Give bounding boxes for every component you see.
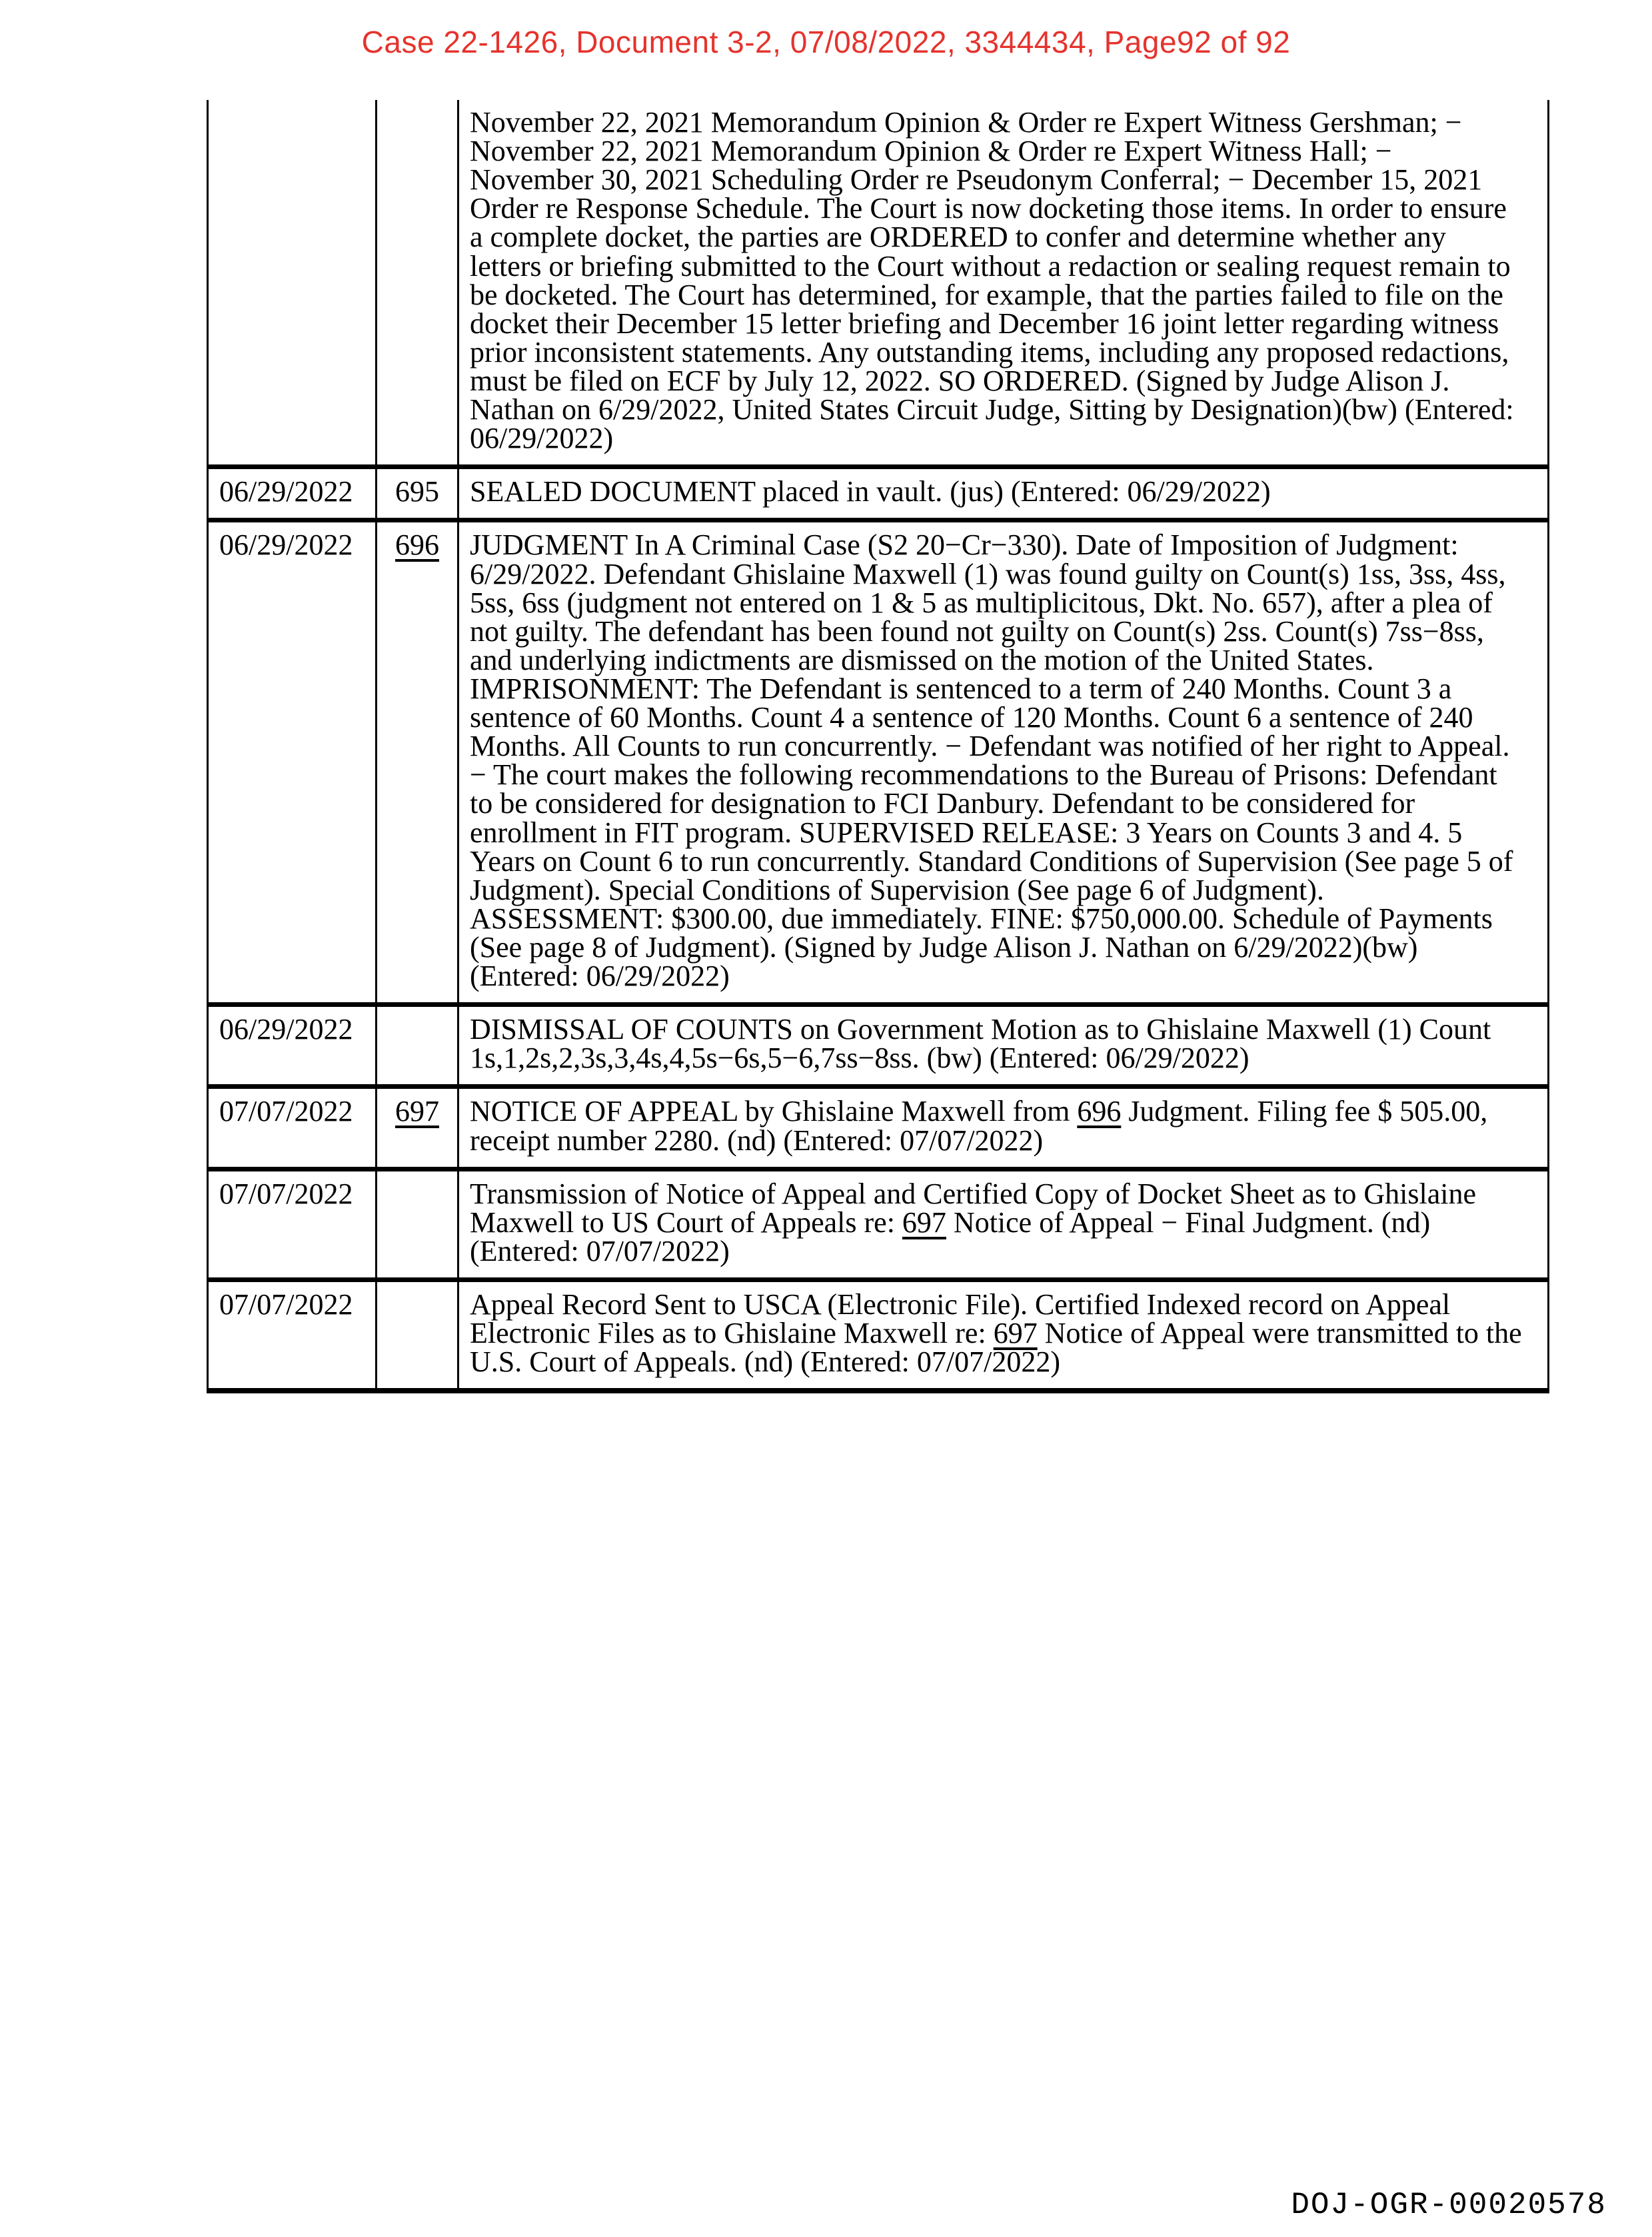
docket-entry-text-cell xyxy=(458,520,1549,1005)
docket-entry-text: Notice of Appeal − Final Judgment. (nd) (Entered: 07/07/2022) xyxy=(470,1205,1431,1267)
docket-number-cell xyxy=(377,1005,458,1087)
bates-number: DOJ-OGR-00020578 xyxy=(1291,2188,1607,2222)
docket-table-body xyxy=(208,100,1549,1391)
docket-table xyxy=(207,100,1549,1393)
docket-date-cell: 06/29/2022 xyxy=(208,1005,377,1087)
docket-entry-text: DISMISSAL OF COUNTS on Government Motion as to Ghislaine Maxwell (1) Count 1s,1,2s,2,3s,3,4s,4,5s−6s,5−6,7ss−8ss. (bw) (Entered: 06/29/2022) xyxy=(470,1013,1491,1075)
docket-date-cell: 07/07/2022 xyxy=(208,1169,377,1279)
docket-number-cell xyxy=(377,467,458,520)
doc-number-link: 697 xyxy=(395,1095,439,1128)
doc-number-link: 697 xyxy=(902,1205,946,1239)
docket-entry-text-cell xyxy=(458,1279,1549,1391)
docket-date-cell: 07/07/2022 xyxy=(208,1279,377,1391)
docket-number-cell xyxy=(377,1279,458,1391)
docket-date-cell: 06/29/2022 xyxy=(208,467,377,520)
docket-entry-text-cell xyxy=(458,100,1549,467)
docket-entry-text: NOTICE OF APPEAL by Ghislaine Maxwell from xyxy=(470,1095,1078,1128)
case-stamp: Case 22-1426, Document 3-2, 07/08/2022, 3344434, Page92 of 92 xyxy=(361,25,1291,59)
docket-row xyxy=(208,100,1549,467)
docket-entry-text: Judgment. Filing fee $ 505.00, receipt number 2280. (nd) (Entered: 07/07/2022) xyxy=(470,1095,1488,1157)
docket-date-cell: 07/07/2022 xyxy=(208,1087,377,1169)
docket-entry-text: November 22, 2021 Memorandum Opinion & Order re Expert Witness Gershman; − November 22, 2021 Memorandum Opinion & Order re Expert Witness Hall; − November 30, 2021 Scheduling Order re Pseudonym Conferral; − December 15, 2021 Order re Response Schedule. The Court is now docketing those items. In order to ensure a complete docket, the parties are ORDERED to confer and determine whether any letters or briefing submitted to the Court without a redaction or sealing request remain to be docketed. The Court has determined, for example, that the parties failed to file on the docket their December 15 letter briefing and December 16 joint letter regarding witness prior inconsistent statements. Any outstanding items, including any proposed redactions, must be filed on ECF by July 12, 2022. SO ORDERED. (Signed by Judge Alison J. Nathan on 6/29/2022, United States Circuit Judge, Sitting by Designation)(bw) (Entered: 06/29/2022) xyxy=(470,106,1514,455)
docket-row xyxy=(208,1169,1549,1279)
doc-number-link: 697 xyxy=(993,1317,1038,1350)
doc-number-link: 696 xyxy=(395,528,439,562)
docket-date-cell xyxy=(208,100,377,467)
docket-row xyxy=(208,467,1549,520)
docket-number-cell xyxy=(377,100,458,467)
docket-number-cell xyxy=(377,1169,458,1279)
docket-number-cell xyxy=(377,1087,458,1169)
docket-entry-text: JUDGMENT In A Criminal Case (S2 20−Cr−330). Date of Imposition of Judgment: 6/29/2022. Defendant Ghislaine Maxwell (1) was found guilty on Count(s) 1ss, 3ss, 4ss, 5ss, 6ss (judgment not entered on 1 & 5 as multiplicitous, Dkt. No. 657), after a plea of not guilty. The defendant has been found not guilty on Count(s) 2ss. Count(s) 7ss−8ss, and underlying indictments are dismissed on the motion of the United States. IMPRISONMENT: The Defendant is sentenced to a term of 240 Months. Count 3 a sentence of 60 Months. Count 4 a sentence of 120 Months. Count 6 a sentence of 240 Months. All Counts to run concurrently. − Defendant was notified of her right to Appeal. − The court makes the following recommendations to the Bureau of Prisons: Defendant to be considered for designation to FCI Danbury. Defendant to be considered for enrollment in FIT program. SUPERVISED RELEASE: 3 Years on Counts 3 and 4. 5 Years on Count 6 to run concurrently. Standard Conditions of Supervision (See page 5 of Judgment). Special Conditions of Supervision (See page 6 of Judgment). ASSESSMENT: $300.00, due immediately. FINE: $750,000.00. Schedule of Payments (See page 8 of Judgment). (Signed by Judge Alison J. Nathan on 6/29/2022)(bw) (Entered: 06/29/2022) xyxy=(470,528,1513,993)
docket-number-cell xyxy=(377,520,458,1005)
docket-row xyxy=(208,1005,1549,1087)
docket-entry-text: Appeal Record Sent to USCA (Electronic File). Certified Indexed record on Appeal Electronic Files as to Ghislaine Maxwell re: xyxy=(470,1287,1451,1350)
docket-row xyxy=(208,1087,1549,1169)
docket-entry-text: Notice of Appeal were transmitted to the U.S. Court of Appeals. (nd) (Entered: 07/07/2022) xyxy=(470,1317,1522,1379)
docket-entry-text-cell xyxy=(458,1005,1549,1087)
doc-number-link: 696 xyxy=(1077,1095,1122,1128)
doc-number: 695 xyxy=(395,475,439,508)
docket-entry-text: SEALED DOCUMENT placed in vault. (jus) (Entered: 06/29/2022) xyxy=(470,475,1271,508)
docket-row xyxy=(208,1279,1549,1391)
docket-row xyxy=(208,520,1549,1005)
docket-entry-text-cell xyxy=(458,1169,1549,1279)
docket-date-cell: 06/29/2022 xyxy=(208,520,377,1005)
docket-entry-text-cell xyxy=(458,1087,1549,1169)
docket-entry-text: Transmission of Notice of Appeal and Certified Copy of Docket Sheet as to Ghislaine Maxwell to US Court of Appeals re: xyxy=(470,1177,1477,1239)
docket-entry-text-cell xyxy=(458,467,1549,520)
